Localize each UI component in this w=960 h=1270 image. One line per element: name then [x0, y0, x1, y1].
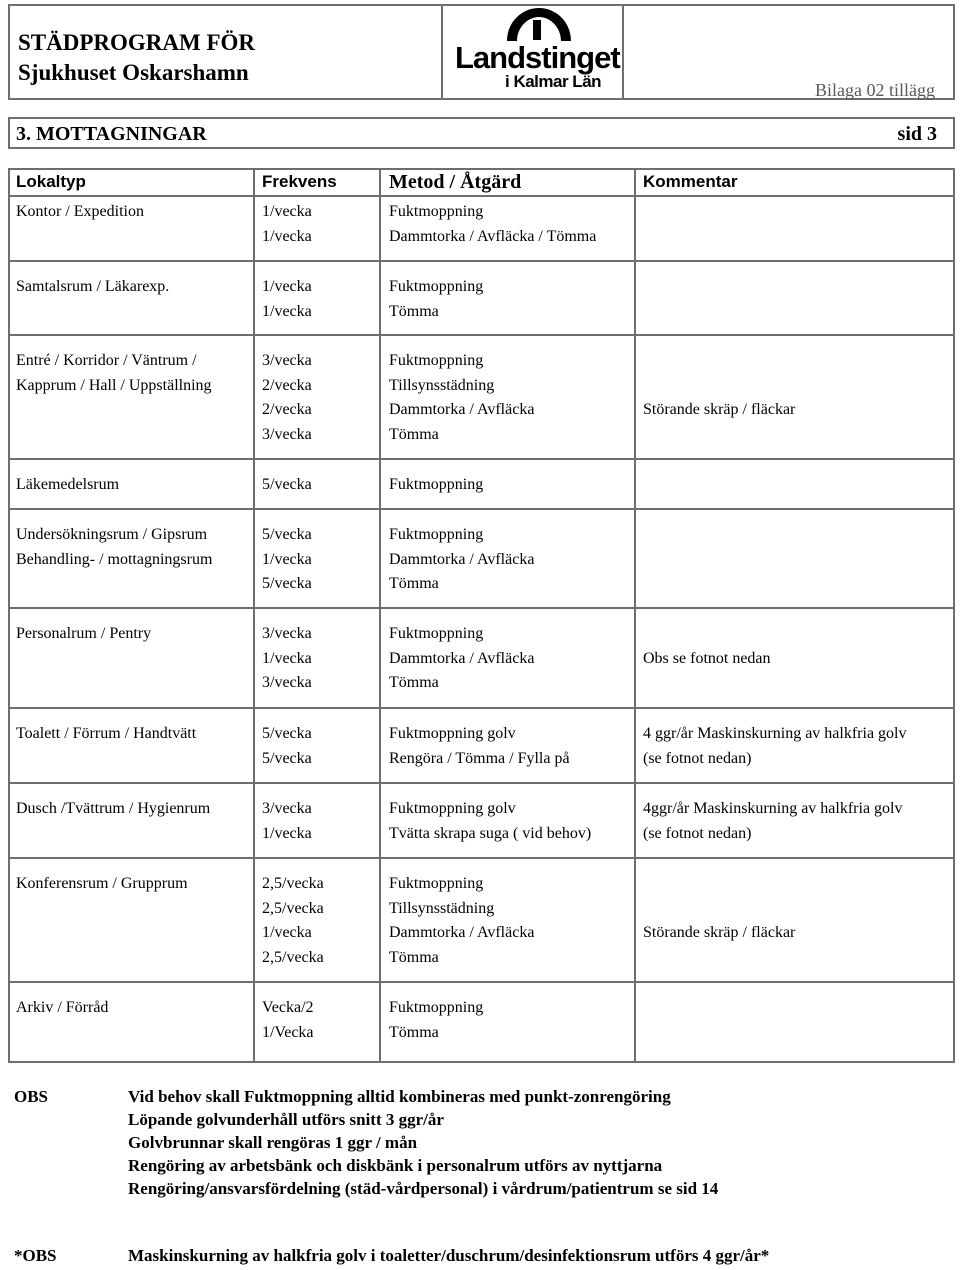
cell-line: 2/vecka [262, 401, 312, 419]
row-divider [10, 260, 953, 262]
row-divider [10, 981, 953, 983]
footnote-text: Maskinskurning av halkfria golv i toaletter/duschrum/desinfektionsrum utförs 4 ggr/år* [128, 1246, 770, 1265]
cell-line: 4ggr/år Maskinskurning av halkfria golv [643, 800, 903, 817]
row-divider [10, 707, 953, 709]
cell-line: Personalrum / Pentry [16, 625, 152, 642]
table-cell-kommentar [643, 398, 795, 423]
cell-line: Dusch /Tvättrum / Hygienrum [16, 800, 211, 817]
obs-line: Rengöring/ansvarsfördelning (städ-vårdpersonal) i vårdrum/patientrum se sid 14 [128, 1179, 719, 1198]
cell-line: Toalett / Förrum / Handtvätt [16, 725, 197, 742]
row-divider [10, 857, 953, 859]
cell-line: 5/vecka [262, 575, 312, 593]
cell-line: Fuktmoppning [389, 278, 484, 295]
table-cell-lokaltyp [16, 996, 108, 1021]
cell-line: Tillsynsstädning [389, 376, 495, 394]
table-cell-metod [389, 275, 483, 324]
cell-line: Entré / Korridor / Väntrum / [16, 352, 197, 369]
table-cell-metod [389, 200, 596, 249]
cell-line: 5/vecka [262, 725, 312, 742]
cell-line: Fuktmoppning [389, 476, 484, 493]
cell-line: (se fotnot nedan) [643, 749, 752, 767]
cell-line: 3/vecka [262, 800, 312, 817]
row-divider [10, 607, 953, 609]
table-cell-lokaltyp [16, 797, 210, 822]
table-cell-metod [389, 523, 534, 597]
table-cell-lokaltyp [16, 722, 196, 747]
cell-line: Fuktmoppning [389, 875, 484, 892]
cell-line: Dammtorka / Avfläcka [389, 550, 535, 568]
cell-line: Kontor / Expedition [16, 203, 144, 220]
obs-line: Golvbrunnar skall rengöras 1 ggr / mån [128, 1133, 418, 1152]
cell-line: Dammtorka / Avfläcka [389, 649, 535, 667]
table-cell-metod [389, 622, 534, 696]
cell-line: 3/vecka [262, 426, 312, 444]
table-cell-lokaltyp [16, 872, 188, 897]
cell-line: 1/vecka [262, 649, 312, 667]
cell-line: 2,5/vecka [262, 899, 324, 917]
table-cell-frekvens [262, 275, 312, 324]
obs-line: Rengöring av arbetsbänk och diskbänk i personalrum utförs av nyttjarna [128, 1156, 663, 1175]
table-cell-metod [389, 872, 534, 971]
cell-line: 3/vecka [262, 674, 312, 692]
cell-line: Störande skräp / fläckar [643, 924, 796, 942]
row-divider [10, 334, 953, 336]
header-title-line2: Sjukhuset Oskarshamn [18, 60, 249, 85]
cell-line: Tömma [389, 426, 439, 444]
attachment-label: Bilaga 02 tillägg [815, 80, 935, 100]
table-cell-lokaltyp [16, 275, 169, 300]
cell-line: Fuktmoppning golv [389, 725, 516, 742]
section-title: 3. MOTTAGNINGAR [16, 123, 207, 145]
cell-line: Fuktmoppning [389, 625, 484, 642]
cell-line: Dammtorka / Avfläcka / Tömma [389, 227, 597, 245]
cell-line: 1/vecka [262, 302, 312, 320]
cell-line: 1/vecka [262, 824, 312, 842]
cell-line: Samtalsrum / Läkarexp. [16, 278, 170, 295]
cell-line: 1/Vecka [262, 1023, 314, 1041]
column-header-lokaltyp: Lokaltyp [16, 172, 86, 191]
column-divider [379, 170, 381, 1061]
header-title-line1: STÄDPROGRAM FÖR [18, 30, 256, 55]
logo-arch-icon [443, 4, 626, 44]
table-cell-frekvens [262, 797, 312, 846]
cell-line: Fuktmoppning golv [389, 800, 516, 817]
row-divider [10, 508, 953, 510]
cleaning-schedule-table [8, 168, 955, 1063]
cell-line: (se fotnot nedan) [643, 824, 752, 842]
cell-line: 5/vecka [262, 476, 312, 493]
table-cell-metod [389, 722, 570, 771]
landstinget-logo [441, 4, 624, 100]
cell-line: Läkemedelsrum [16, 476, 120, 493]
cell-line: Fuktmoppning [389, 526, 484, 543]
section-bar [8, 117, 955, 149]
table-cell-frekvens [262, 996, 314, 1045]
row-divider [10, 782, 953, 784]
column-header-metod: Metod / Åtgärd [389, 171, 522, 193]
table-cell-metod [389, 473, 483, 498]
table-cell-frekvens [262, 523, 312, 597]
table-cell-lokaltyp [16, 349, 212, 398]
document-header [8, 4, 955, 100]
table-cell-metod [389, 797, 591, 846]
cell-line: 5/vecka [262, 526, 312, 543]
table-cell-frekvens [262, 622, 312, 696]
table-cell-kommentar [643, 722, 907, 771]
logo-name: Landstinget [455, 40, 620, 75]
cell-line: 2/vecka [262, 376, 312, 394]
cell-line: Rengöra / Tömma / Fylla på [389, 749, 570, 767]
obs-line: Löpande golvunderhåll utförs snitt 3 ggr/år [128, 1110, 444, 1129]
column-header-frekvens: Frekvens [262, 172, 337, 191]
cell-line: Tillsynsstädning [389, 899, 495, 917]
cell-line: 2,5/vecka [262, 875, 324, 892]
cell-line: Fuktmoppning [389, 203, 484, 220]
footnote-label: *OBS [14, 1246, 57, 1265]
table-cell-frekvens [262, 872, 324, 971]
table-cell-frekvens [262, 722, 312, 771]
cell-line: Obs se fotnot nedan [643, 649, 771, 667]
header-divider [10, 195, 953, 197]
cell-line: Störande skräp / fläckar [643, 401, 796, 419]
cell-line: 1/vecka [262, 550, 312, 568]
column-divider [253, 170, 255, 1061]
table-cell-lokaltyp [16, 200, 144, 225]
table-cell-frekvens [262, 473, 312, 498]
cell-line: Behandling- / mottagningsrum [16, 550, 213, 568]
cell-line: Fuktmoppning [389, 999, 484, 1016]
cell-line: 2,5/vecka [262, 949, 324, 967]
cell-line: Kapprum / Hall / Uppställning [16, 376, 212, 394]
obs-line: Vid behov skall Fuktmoppning alltid kombineras med punkt-zonrengöring [128, 1087, 671, 1106]
cell-line: 1/vecka [262, 203, 312, 220]
cell-line: Arkiv / Förråd [16, 999, 109, 1016]
table-cell-metod [389, 349, 534, 448]
table-cell-metod [389, 996, 483, 1045]
cell-line: Tömma [389, 949, 439, 967]
cell-line: 3/vecka [262, 625, 312, 642]
cell-line: 1/vecka [262, 278, 312, 295]
table-cell-kommentar [643, 797, 903, 846]
obs-label: OBS [14, 1087, 49, 1106]
column-header-kommentar: Kommentar [643, 172, 738, 191]
cell-line: Tömma [389, 302, 439, 320]
cell-line: 3/vecka [262, 352, 312, 369]
cell-line: Fuktmoppning [389, 352, 484, 369]
cell-line: Tömma [389, 674, 439, 692]
cell-line: Undersökningsrum / Gipsrum [16, 526, 208, 543]
cell-line: 1/vecka [262, 924, 312, 942]
cell-line: Vecka/2 [262, 999, 314, 1016]
cell-line: Konferensrum / Grupprum [16, 875, 188, 892]
table-cell-lokaltyp [16, 523, 212, 572]
row-divider [10, 458, 953, 460]
page-number: sid 3 [897, 123, 937, 145]
cell-line: Dammtorka / Avfläcka [389, 401, 535, 419]
table-cell-kommentar [643, 921, 795, 946]
table-cell-kommentar [643, 647, 771, 672]
cell-line: 5/vecka [262, 749, 312, 767]
cell-line: Tömma [389, 1023, 439, 1041]
table-cell-frekvens [262, 200, 312, 249]
cell-line: Dammtorka / Avfläcka [389, 924, 535, 942]
table-cell-frekvens [262, 349, 312, 448]
cell-line: Tvätta skrapa suga ( vid behov) [389, 824, 592, 842]
cell-line: 1/vecka [262, 227, 312, 245]
table-cell-lokaltyp [16, 473, 119, 498]
logo-subtitle: i Kalmar Län [505, 72, 602, 91]
table-cell-lokaltyp [16, 622, 151, 647]
cell-line: 4 ggr/år Maskinskurning av halkfria golv [643, 725, 907, 742]
column-divider [634, 170, 636, 1061]
cell-line: Tömma [389, 575, 439, 593]
